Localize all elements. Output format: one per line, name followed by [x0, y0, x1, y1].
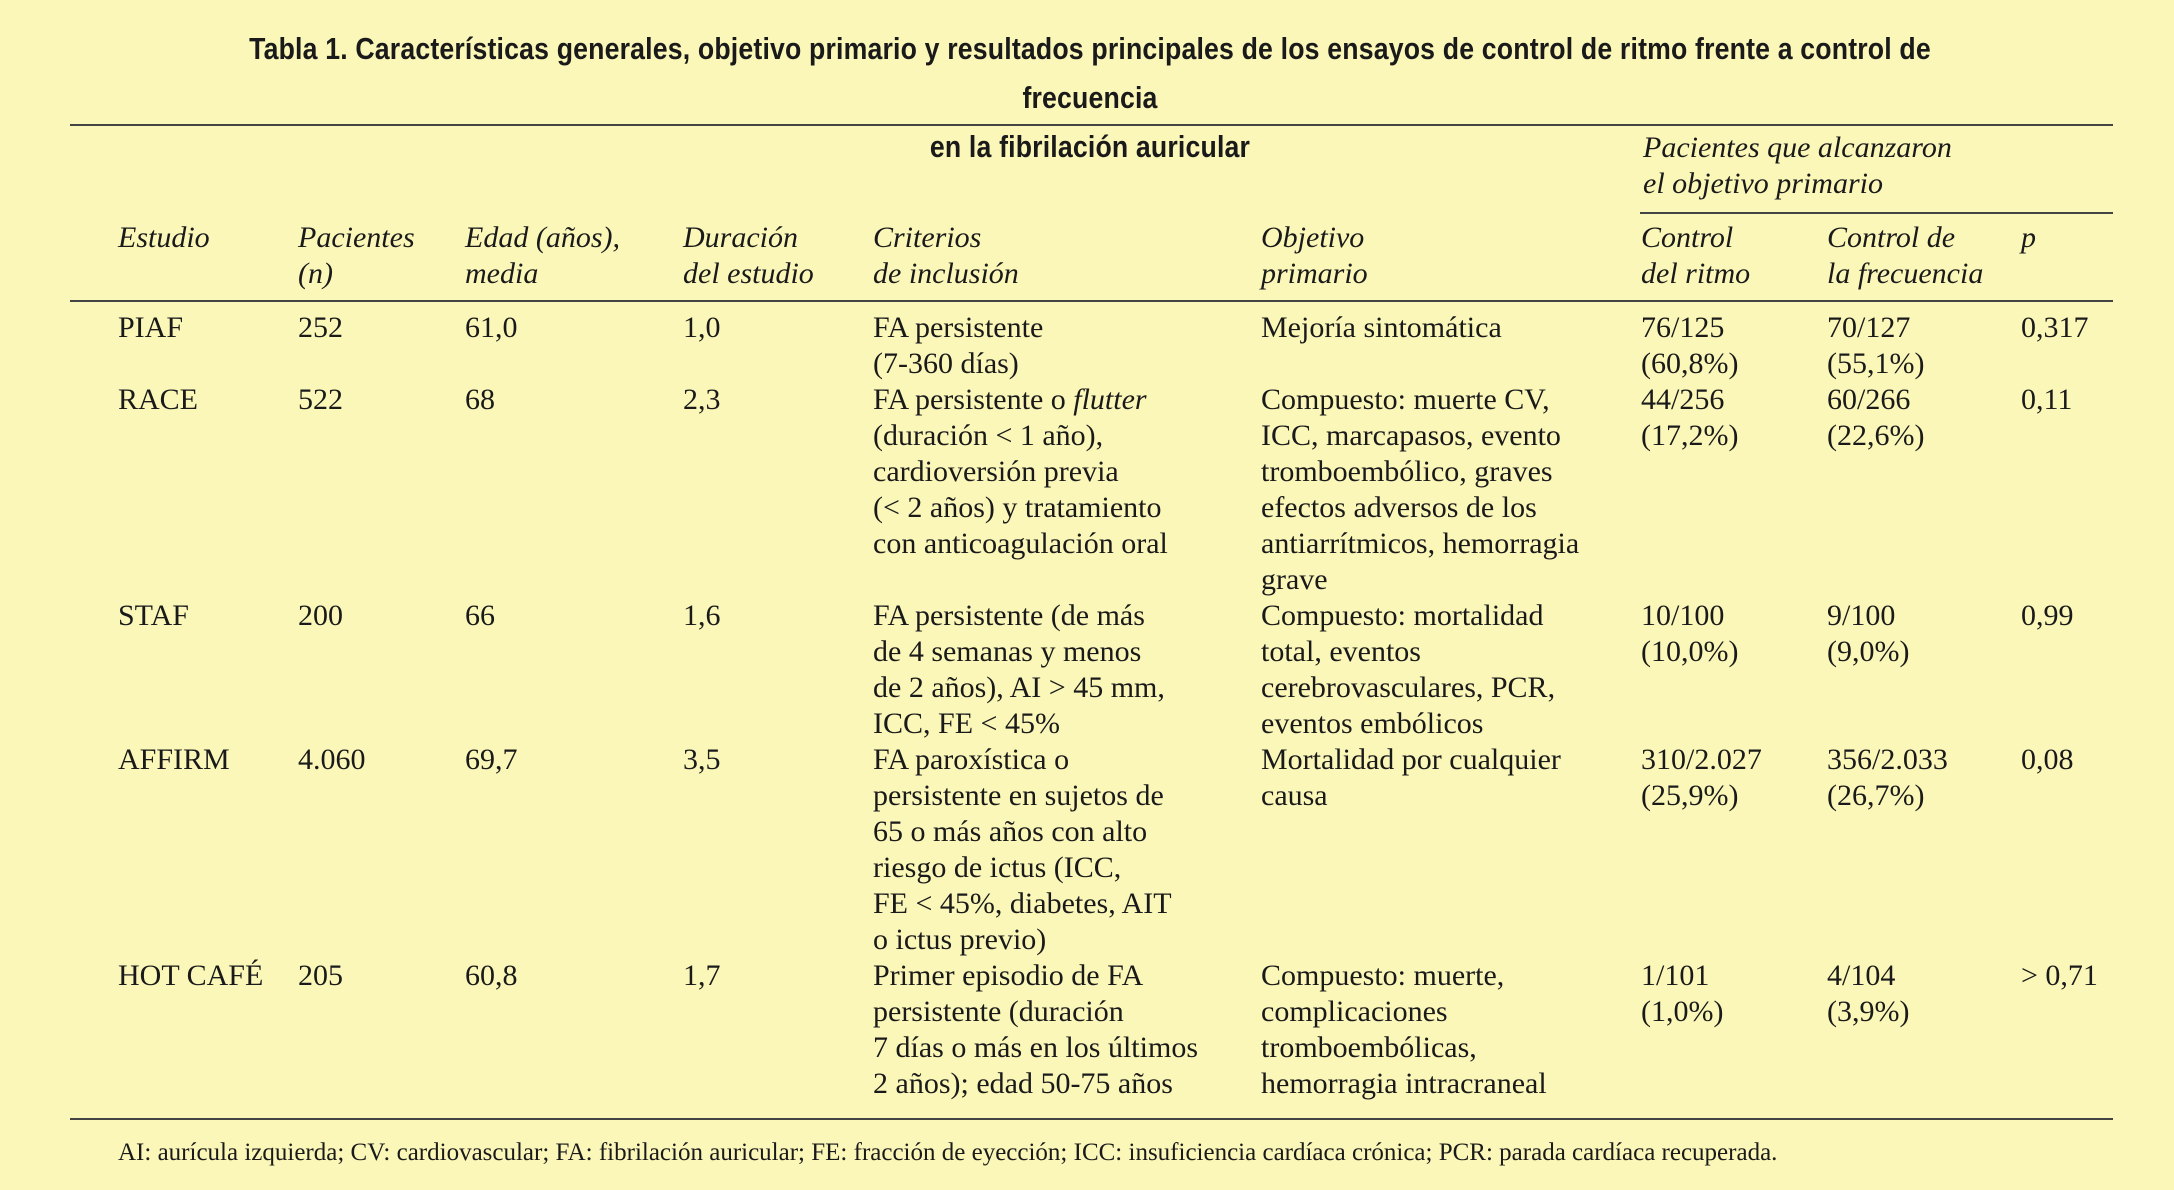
cell-estudio: STAF: [118, 599, 189, 632]
cell-control-ritmo: 310/2.027 (25,9%): [1641, 743, 1762, 812]
table-title-line1: Tabla 1. Características generales, objetivo primario y resultados principales de los ensayos de control de ritmo frente a control de frecuencia: [249, 31, 1931, 115]
cell-p: 0,08: [2021, 743, 2074, 776]
cell-pacientes: 4.060: [298, 743, 366, 776]
cell-objetivo: Mortalidad por cualquier causa: [1261, 743, 1561, 812]
cell-control-frecuencia: 9/100 (9,0%): [1827, 599, 1910, 668]
top-rule: [70, 124, 2113, 126]
criterios-text-cont: (duración < 1 año), cardioversión previa (< 2 años) y tratamiento con anticoagulación oral: [873, 419, 1168, 560]
cell-edad: 66: [465, 599, 495, 632]
cell-criterios: FA persistente (de más de 4 semanas y menos de 2 años), AI > 45 mm, ICC, FE < 45%: [873, 599, 1165, 740]
cell-pacientes: 252: [298, 311, 343, 344]
cell-p: 0,317: [2021, 311, 2089, 344]
col-header-criterios: Criterios de inclusión: [873, 221, 1019, 290]
cell-objetivo: Compuesto: muerte CV, ICC, marcapasos, evento tromboembólico, graves efectos adversos de los antiarrítmicos, hemorragia grave: [1261, 383, 1580, 596]
cell-pacientes: 200: [298, 599, 343, 632]
col-header-objetivo: Objetivo primario: [1261, 221, 1368, 290]
criterios-italic: flutter: [1073, 383, 1147, 416]
group-header: Pacientes que alcanzaron el objetivo primario: [1643, 131, 1952, 200]
cell-criterios: FA persistente (7-360 días): [873, 311, 1044, 380]
cell-p: > 0,71: [2021, 959, 2098, 992]
cell-control-frecuencia: 356/2.033 (26,7%): [1827, 743, 1948, 812]
cell-edad: 61,0: [465, 311, 518, 344]
cell-duracion: 1,0: [683, 311, 721, 344]
cell-control-frecuencia: 4/104 (3,9%): [1827, 959, 1910, 1028]
cell-criterios: [873, 382, 1168, 562]
cell-objetivo: Compuesto: muerte, complicaciones tromboembólicas, hemorragia intracraneal: [1261, 959, 1547, 1100]
cell-duracion: 1,7: [683, 959, 721, 992]
cell-estudio: HOT CAFÉ: [118, 959, 264, 992]
cell-criterios: FA paroxística o persistente en sujetos de 65 o más años con alto riesgo de ictus (ICC, FE < 45%, diabetes, AIT o ictus previo): [873, 743, 1172, 956]
col-header-duracion: Duración del estudio: [683, 221, 814, 290]
cell-objetivo: Mejoría sintomática: [1261, 311, 1502, 344]
cell-control-frecuencia: 70/127 (55,1%): [1827, 311, 1925, 380]
cell-criterios: Primer episodio de FA persistente (duración 7 días o más en los últimos 2 años); edad 50-75 años: [873, 959, 1198, 1100]
cell-p: 0,99: [2021, 599, 2074, 632]
bottom-rule: [70, 1118, 2113, 1120]
cell-duracion: 1,6: [683, 599, 721, 632]
cell-pacientes: 205: [298, 959, 343, 992]
table-title-line2: en la fibrilación auricular: [929, 129, 1251, 164]
col-header-pacientes: Pacientes (n): [298, 221, 415, 290]
cell-control-ritmo: 10/100 (10,0%): [1641, 599, 1739, 668]
footnote: AI: aurícula izquierda; CV: cardiovascular; FA: fibrilación auricular; FE: fracción de eyección; ICC: insuficiencia cardíaca crónica; PCR: parada cardíaca recuperada.: [118, 1139, 1778, 1166]
cell-pacientes: 522: [298, 383, 343, 416]
header-bottom-rule: [70, 300, 2113, 302]
group-header-rule: [1640, 212, 2113, 214]
cell-estudio: PIAF: [118, 311, 184, 344]
cell-control-ritmo: 1/101 (1,0%): [1641, 959, 1724, 1028]
cell-edad: 68: [465, 383, 495, 416]
cell-edad: 60,8: [465, 959, 518, 992]
cell-control-frecuencia: 60/266 (22,6%): [1827, 383, 1925, 452]
cell-edad: 69,7: [465, 743, 518, 776]
cell-p: 0,11: [2021, 383, 2073, 416]
cell-estudio: RACE: [118, 383, 199, 416]
col-header-control-frecuencia: Control de la frecuencia: [1827, 221, 1984, 290]
col-header-edad: Edad (años), media: [465, 221, 620, 290]
cell-objetivo: Compuesto: mortalidad total, eventos cerebrovasculares, PCR, eventos embólicos: [1261, 599, 1556, 740]
col-header-estudio: Estudio: [118, 221, 210, 254]
cell-estudio: AFFIRM: [118, 743, 230, 776]
col-header-control-ritmo: Control del ritmo: [1641, 221, 1751, 290]
cell-control-ritmo: 76/125 (60,8%): [1641, 311, 1739, 380]
cell-duracion: 2,3: [683, 383, 721, 416]
col-header-p: p: [2021, 221, 2036, 254]
cell-control-ritmo: 44/256 (17,2%): [1641, 383, 1739, 452]
cell-duracion: 3,5: [683, 743, 721, 776]
criterios-text: FA persistente o: [873, 383, 1074, 416]
